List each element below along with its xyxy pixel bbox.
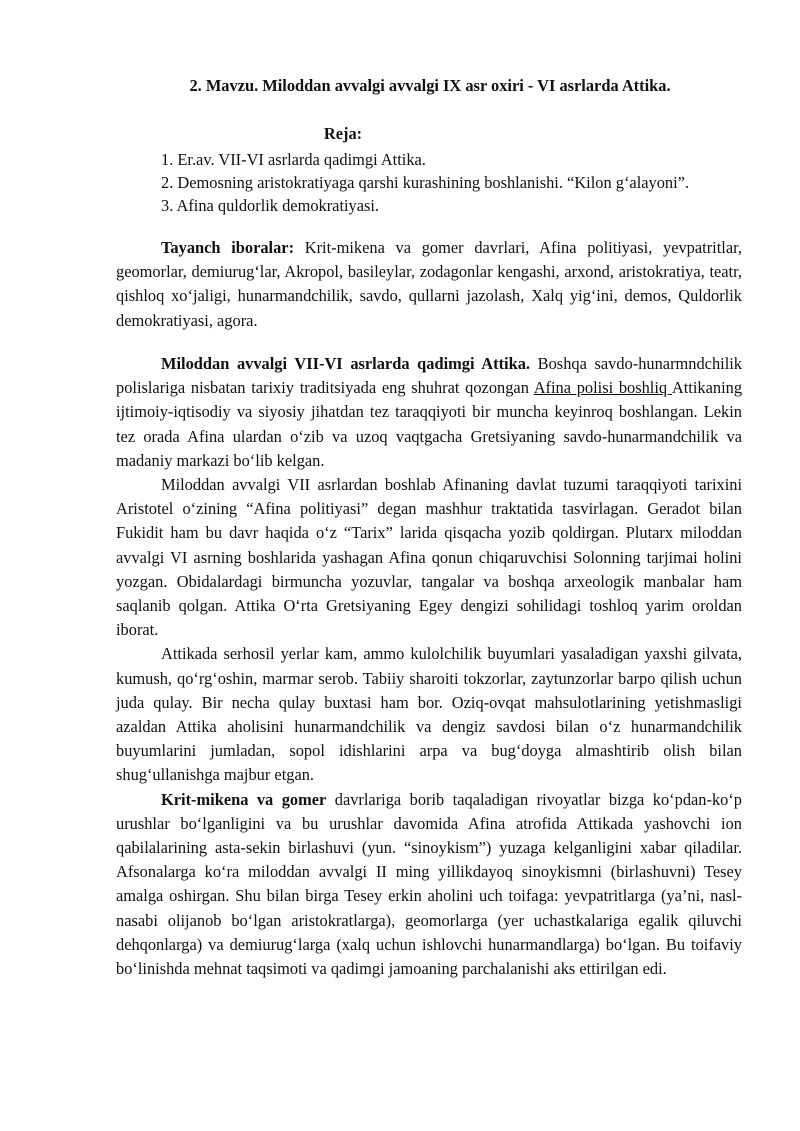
keywords-text: Krit-mikena va gomer davrlari, Afina politiyasi, yevpatritlar, geomorlar, demiurug‘lar, Akropol, basileylar, zodagonlar kengashi, arxond, aristokratiya, teatr, qishloq xo‘jaligi, hunarmandchilik, savdo, qullarni jazolash, Xalq yig‘ini, demos, Quldorlik demokratiyasi, agora. — [116, 238, 742, 330]
keywords-block — [116, 236, 742, 333]
krit-mikena-heading: Krit-mikena va gomer — [161, 789, 327, 809]
section-heading: Miloddan avvalgi VII-VI asrlarda qadimgi Attika. — [161, 354, 531, 373]
keywords-label: Tayanch iboralar: — [161, 238, 295, 257]
paragraph — [116, 788, 742, 982]
paragraph-text: Boshqa savdo-hunarmndchilik polislariga nisbatan tarixiy traditsiyada eng shuhrat qozongan — [116, 354, 742, 398]
plan-item: 2. Demosning aristokratiyaga qarshi kurashining boshlanishi. “Kilon g‘alayoni”. — [161, 173, 690, 192]
document-title: 2. Mavzu. Miloddan avvalgi avvalgi IX asr oxiri - VI asrlarda Attika. — [189, 76, 671, 95]
plan-item: 1. Er.av. VII-VI asrlarda qadimgi Attika. — [161, 150, 426, 169]
paragraph: Attikada serhosil yerlar kam, ammo kulolchilik buyumlari yasaladigan yaxshi gilvata, kumush, qo‘rg‘oshin, marmar serob. Tabiiy sharoiti tokzorlar, zaytunzorlar barpo qilish uchun juda qulay. Bir necha qulay buxtasi ham bor. Oziq-ovqat mahsulotlarining yetishmasligi azaldan Attika aholisini hunarmandchilik va dengiz savdosi bilan o‘z hunarmandchilik buyumlarini jumladan, sopol idishlarini arpa va bug‘doyga almashtirib olish bilan shug‘ullanishga majbur etgan. — [116, 644, 742, 785]
paragraph-text: davrlariga borib taqaladigan rivoyatlar bizga ko‘pdan-ko‘p urushlar bo‘lganligini va bu urushlar davomida Afina atrofida Attikada yashovchi ion qabilalarining asta-sekin birlashuvi (yun. “sinoykism”) yuzaga kelganligini xabar qiladilar. Afsonalarga ko‘ra miloddan avvalgi II ming yillikdayoq sinoykismni (birlashuvni) Tesey amalga oshirgan. Shu bilan birga Tesey erkin aholini uch toifaga: yevpatritlarga (ya’ni, nasl-nasabi olijanob bo‘lgan aristokratlarga), geomorlarga (yer uchastkalariga egalik qiluvchi dehqonlarga) va demiurug‘larga (xalq uchun ishlovchi hunarmandlarga) bo‘lgan. Bu toifaviy bo‘linishda mehnat taqsimoti va qadimgi jamoaning parchalanishi aks ettirilgan edi. — [116, 789, 742, 979]
keywords-paragraph — [116, 236, 742, 333]
plan-heading: Reja: — [323, 124, 363, 143]
paragraph — [116, 352, 742, 473]
plan-list — [161, 148, 689, 217]
plan-item: 3. Afina quldorlik demokratiyasi. — [161, 196, 380, 215]
paragraph: Miloddan avvalgi VII asrlardan boshlab Afinaning davlat tuzumi taraqqiyoti tarixini Aristotel o‘zining “Afina politiyasi” degan mashhur traktatida tasvirlagan. Geradot bilan Fukidit ham bu davr haqida o‘z “Tarix” larida qisqacha yozib qoldirgan. Plutarx miloddan avvalgi VI asrning boshlarida yashagan Afina qonun chiqaruvchisi Solonning tarjimai holini yozgan. Obidalardagi birmuncha yozuvlar, tangalar va boshqa arxeologik manbalar ham saqlanib qolgan. Attika O‘rta Gretsiyaning Egey dengizi sohilidagi toshloq yarim oroldan iborat. — [116, 475, 742, 640]
main-text — [116, 352, 742, 981]
paragraph-text: Attikaning ijtimoiy-iqtisodiy va siyosiy jihatdan tez taraqqiyoti bir muncha keyinroq boshlangan. Lekin tez orada Afina ulardan o‘zib va uzoq vaqtgacha Gretsiyaning savdo-hunarmandchilik va madaniy markazi bo‘lib kelgan. — [116, 378, 743, 470]
afina-polisi-link[interactable]: Afina polisi boshliq — [533, 378, 672, 398]
